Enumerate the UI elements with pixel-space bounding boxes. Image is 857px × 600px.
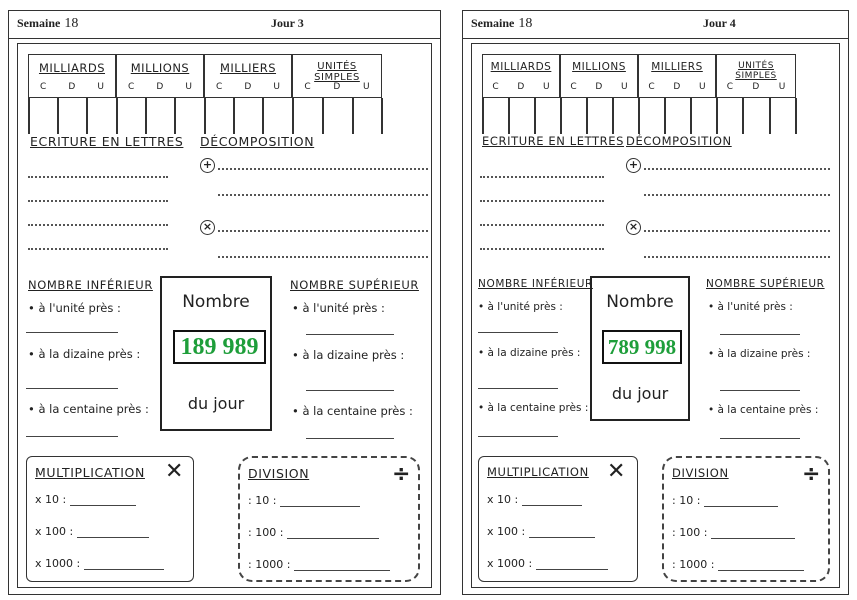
answer-line (26, 388, 118, 389)
du-jour-label: du jour (187, 394, 245, 413)
plus-icon: + (200, 158, 215, 173)
number-value: 789 998 (607, 335, 677, 359)
unite-label: • à l'unité près : (478, 301, 563, 313)
du-jour-label: du jour (611, 384, 669, 403)
multiplication-title: MULTIPLICATION (35, 465, 145, 480)
superieur-title: NOMBRE SUPÉRIEUR (706, 278, 825, 290)
centaine-label: • à la centaine près : (478, 402, 589, 414)
number-value: 189 989 (180, 334, 259, 360)
answer-line (26, 332, 118, 333)
answer-line (306, 334, 394, 335)
answer-line (478, 388, 558, 389)
pv-group-unites: UNITÉS SIMPLES C D U (292, 54, 382, 98)
dotted-line (218, 194, 428, 196)
dotted-line (218, 256, 428, 258)
ecriture-title: ECRITURE EN LETTRES (482, 134, 625, 148)
day-label: Jour 3 (271, 16, 304, 30)
divide-icon: ÷ (802, 462, 821, 487)
decomposition-title: DÉCOMPOSITION (200, 134, 315, 149)
dizaine-label: • à la dizaine près : (708, 348, 811, 360)
ecriture-title: ECRITURE EN LETTRES (30, 134, 184, 149)
times-icon: × (626, 220, 641, 235)
dotted-line (218, 230, 428, 232)
dizaine-label: • à la dizaine près : (28, 347, 141, 361)
day-label: Jour 4 (703, 16, 736, 30)
multiplication-title: MULTIPLICATION (487, 465, 589, 479)
pv-group-unites: UNITÉS SIMPLES C D U (716, 54, 796, 98)
nombre-label: Nombre (606, 292, 674, 312)
times-icon: × (200, 220, 215, 235)
week-number: 18 (518, 16, 533, 31)
multiply-icon: ✕ (165, 459, 184, 484)
dotted-line (644, 194, 830, 196)
header (9, 11, 440, 39)
unite-label: • à l'unité près : (28, 301, 121, 315)
division-box: DIVISION ÷ : 10 : : 100 : : 1000 : (662, 456, 830, 582)
dotted-line (480, 224, 604, 226)
plus-icon: + (626, 158, 641, 173)
pv-group-millions: MILLIONS C D U (116, 54, 204, 98)
multiply-icon: ✕ (607, 459, 626, 484)
worksheet-day3 (8, 10, 441, 595)
answer-line (720, 390, 800, 391)
multiplication-box: MULTIPLICATION ✕ x 10 : x 100 : x 1000 : (26, 456, 194, 582)
answer-line (478, 436, 558, 437)
dotted-line (644, 168, 830, 170)
dotted-line (480, 200, 604, 202)
dotted-line (480, 176, 604, 178)
week-label: Semaine 18 (17, 16, 79, 31)
dotted-line (644, 230, 830, 232)
pv-group-milliards: MILLIARDS C D U (28, 54, 116, 98)
dotted-line (28, 224, 168, 226)
number-value-box (173, 330, 266, 364)
dotted-line (218, 168, 428, 170)
worksheet-body (17, 43, 432, 588)
unite-label: • à l'unité près : (292, 301, 385, 315)
pv-group-milliards: MILLIARDS C D U (482, 54, 560, 98)
centaine-label: • à la centaine près : (292, 404, 413, 418)
dotted-line (28, 200, 168, 202)
division-title: DIVISION (248, 466, 310, 481)
dotted-line (28, 176, 168, 178)
week-label: Semaine 18 (471, 16, 533, 31)
header (463, 11, 848, 39)
pv-group-millions: MILLIONS C D U (560, 54, 638, 98)
superieur-title: NOMBRE SUPÉRIEUR (290, 278, 419, 292)
dotted-line (480, 248, 604, 250)
inferieur-title: NOMBRE INFÉRIEUR (478, 278, 593, 290)
division-title: DIVISION (672, 466, 729, 480)
centaine-label: • à la centaine près : (28, 402, 149, 416)
multiplication-box: MULTIPLICATION ✕ x 10 : x 100 : x 1000 : (478, 456, 638, 582)
pv-group-milliers: MILLIERS C D U (204, 54, 292, 98)
dotted-line (28, 248, 168, 250)
answer-line (306, 438, 394, 439)
divide-icon: ÷ (392, 462, 411, 487)
division-box: DIVISION ÷ : 10 : : 100 : : 1000 : (238, 456, 420, 582)
worksheet-day4 (462, 10, 849, 595)
answer-line (720, 334, 800, 335)
answer-line (306, 390, 394, 391)
unite-label: • à l'unité près : (708, 301, 793, 313)
inferieur-title: NOMBRE INFÉRIEUR (28, 278, 153, 292)
pv-group-milliers: MILLIERS C D U (638, 54, 716, 98)
worksheet-body (471, 43, 840, 588)
number-of-the-day-box (590, 276, 690, 421)
nombre-label: Nombre (182, 292, 250, 312)
decomposition-title: DÉCOMPOSITION (626, 134, 732, 148)
week-number: 18 (64, 16, 79, 31)
dotted-line (644, 256, 830, 258)
answer-line (478, 332, 558, 333)
dizaine-label: • à la dizaine près : (478, 347, 581, 359)
number-value-box (602, 330, 682, 364)
answer-line (720, 438, 800, 439)
answer-line (26, 436, 118, 437)
dizaine-label: • à la dizaine près : (292, 348, 405, 362)
centaine-label: • à la centaine près : (708, 404, 819, 416)
number-of-the-day-box (160, 276, 272, 431)
